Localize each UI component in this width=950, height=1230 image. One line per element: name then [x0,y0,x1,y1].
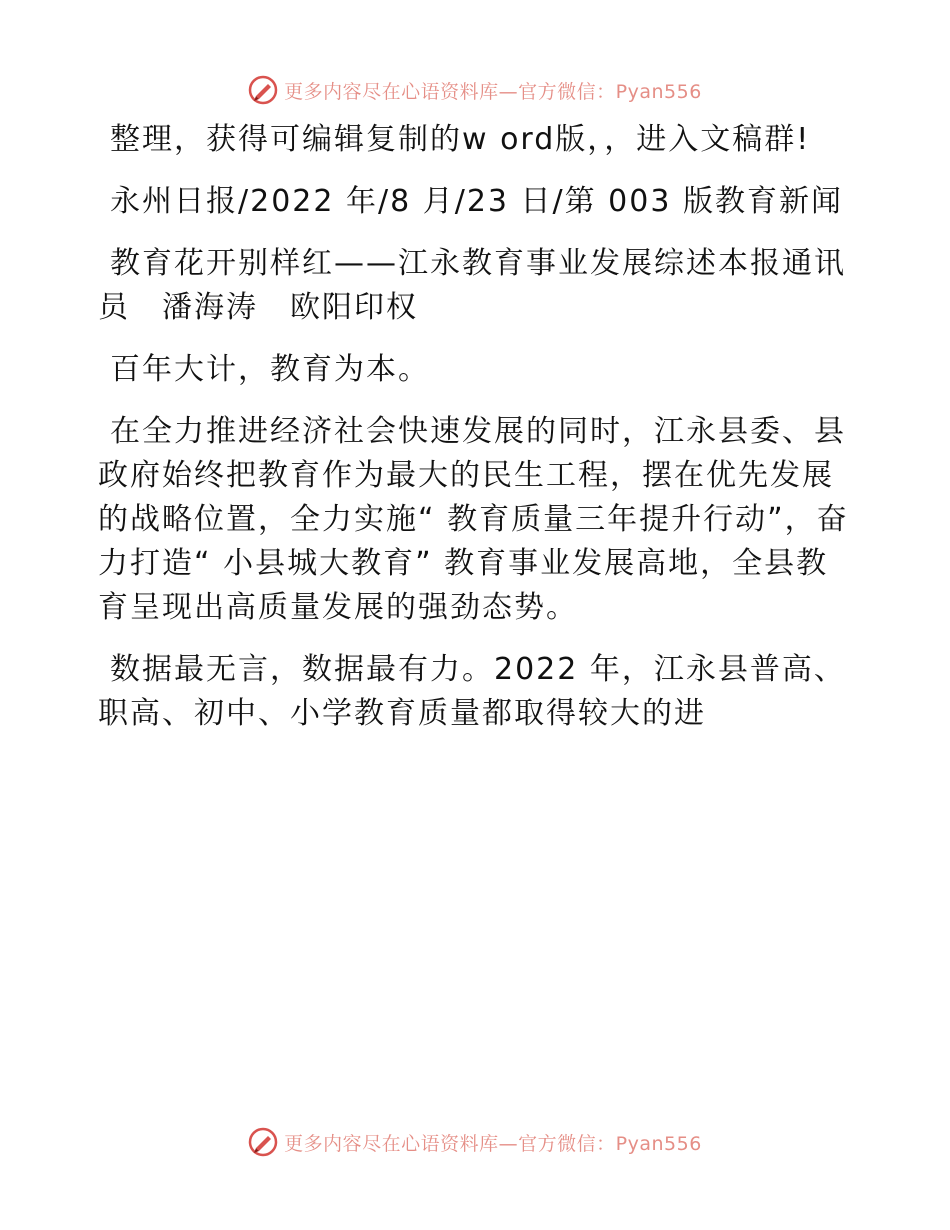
document-body [98,118,858,736]
pen-logo-icon [248,1127,278,1157]
paragraph-intro: 整理，获得可编辑复制的w ord版，，进入文稿群! [110,122,811,157]
paragraph-motto: 百年大计，教育为本。 [110,352,430,387]
paragraph-body-2: 数据最无言，数据最有力。2022 年，江永县普高、职高、初中、小学教育质量都取得较大的进 [98,652,846,731]
pen-logo-icon [248,75,278,105]
footer-watermark [0,1122,950,1162]
footer-watermark-text: 更多内容尽在心语资料库—官方微信：Pyan556 [284,1132,702,1155]
paragraph-headline: 教育花开别样红——江永教育事业发展综述本报通讯员 潘海涛 欧阳印权 [98,246,846,325]
paragraph-source: 永州日报/2022 年/8 月/23 日/第 003 版教育新闻 [110,184,843,219]
paragraph-body-1: 在全力推进经济社会快速发展的同时，江永县委、县政府始终把教育作为最大的民生工程，摆在优先发展的战略位置，全力实施“ 教育质量三年提升行动”，奋力打造“ 小县城大教育” 教育事业发展高地，全县教育呈现出高质量发展的强劲态势。 [98,414,849,625]
header-watermark [0,70,950,110]
header-watermark-text: 更多内容尽在心语资料库—官方微信：Pyan556 [284,80,702,103]
